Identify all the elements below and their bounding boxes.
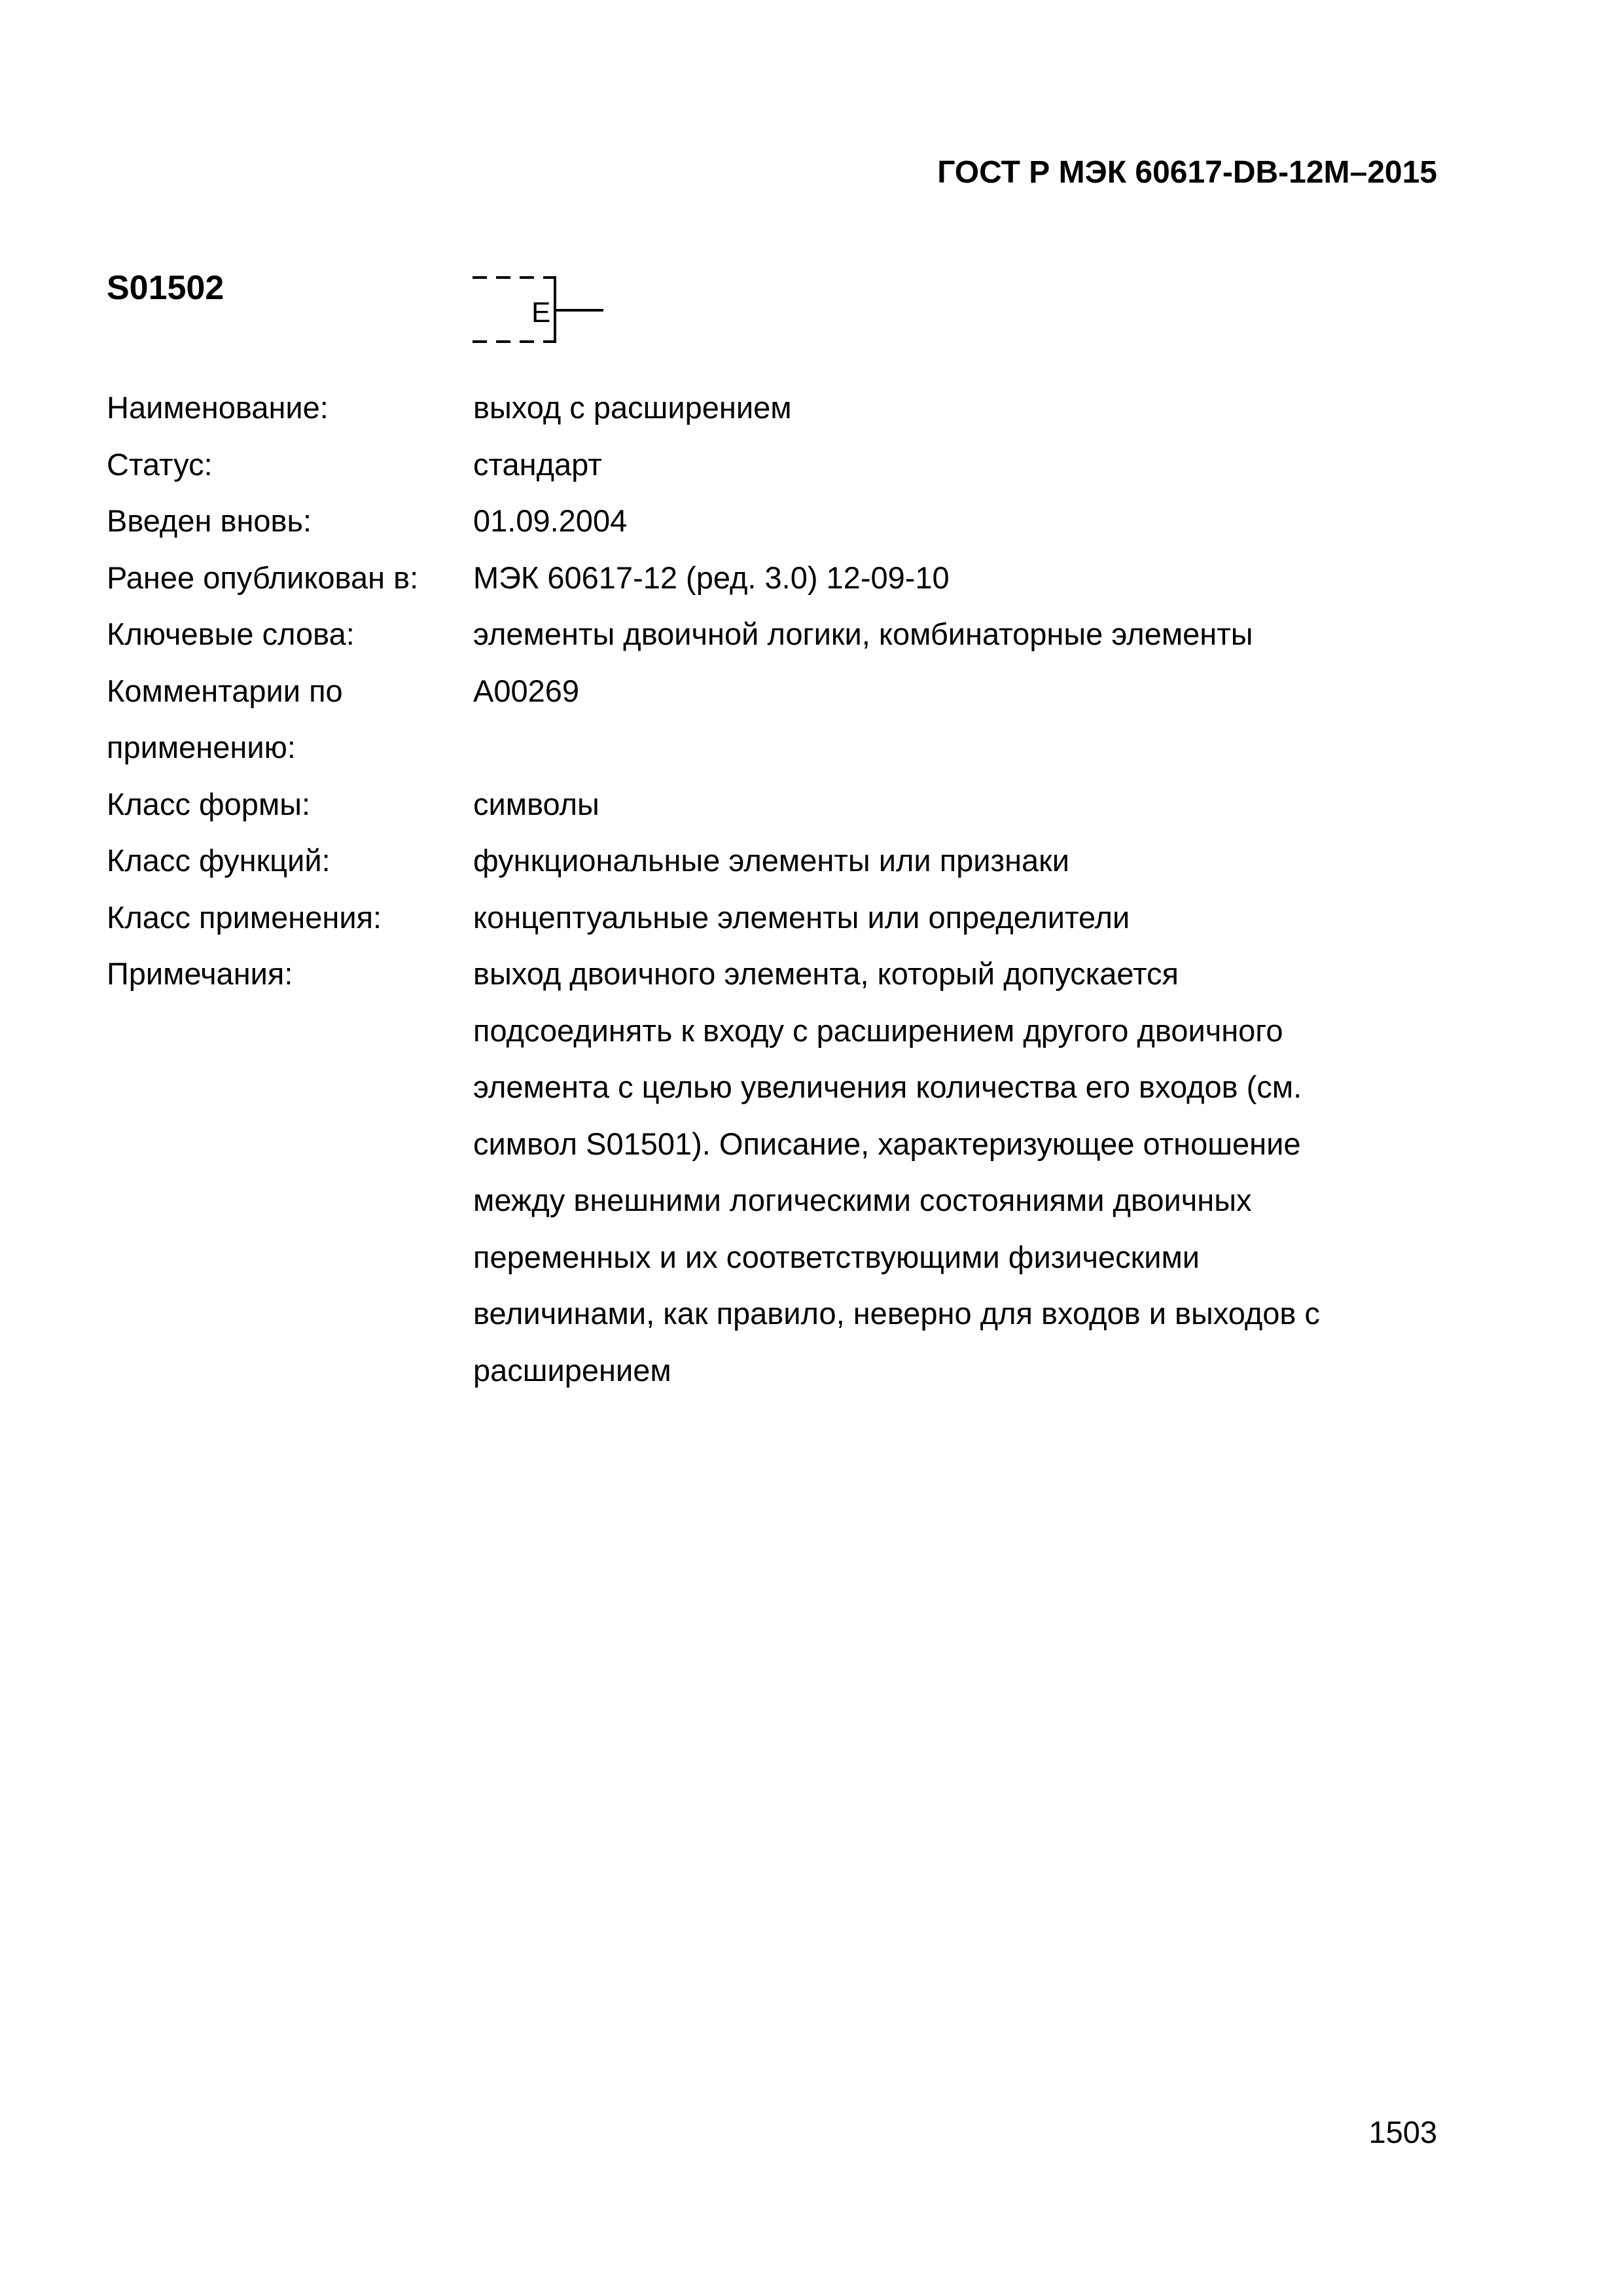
property-value: 01.09.2004 bbox=[473, 503, 628, 538]
property-value: A00269 bbox=[473, 673, 580, 708]
property-row-function-class bbox=[107, 833, 1416, 889]
property-row-keywords bbox=[107, 606, 1416, 663]
property-value: концептуальные элементы или определители bbox=[473, 899, 1130, 935]
properties-table bbox=[107, 380, 1416, 1399]
property-value: символы bbox=[473, 786, 599, 821]
property-value: МЭК 60617-12 (ред. 3.0) 12-09-10 bbox=[473, 560, 950, 595]
property-row-notes bbox=[107, 946, 1416, 1399]
property-value: выход с расширением bbox=[473, 390, 792, 425]
property-label: Наименование: bbox=[107, 390, 329, 425]
property-row-application-class bbox=[107, 889, 1416, 946]
property-row-status bbox=[107, 437, 1416, 493]
property-row-introduced bbox=[107, 493, 1416, 550]
symbol-letter: E bbox=[531, 296, 551, 329]
property-label: Введен вновь: bbox=[107, 503, 312, 538]
property-row-application-notes bbox=[107, 663, 1416, 776]
property-value: элементы двоичной логики, комбинаторные элементы bbox=[473, 617, 1253, 651]
symbol-code: S01502 bbox=[107, 269, 224, 307]
page-number: 1503 bbox=[1368, 2115, 1437, 2149]
property-label: Статус: bbox=[107, 446, 213, 482]
property-label: Класс формы: bbox=[107, 786, 311, 821]
property-row-published-in bbox=[107, 550, 1416, 607]
property-label: Примечания: bbox=[107, 956, 293, 991]
property-value: функциональные элементы или признаки bbox=[473, 843, 1069, 878]
property-label: Ключевые слова: bbox=[107, 617, 355, 651]
expander-output-symbol-icon bbox=[469, 270, 613, 356]
property-label: Комментарии по применению: bbox=[107, 673, 343, 764]
property-row-name bbox=[107, 380, 1416, 437]
property-label: Класс функций: bbox=[107, 843, 330, 878]
property-value: выход двоичного элемента, который допускается подсоединять к входу с расширением другого двоичного элемента с целью увеличения количества его входов (см. символ S01501). Описание, характеризующее отношение между внешними логическими состояниями двоичных переменных и их соответствующими физическими величинами, как правило, неверно для входов и выходов с расширением bbox=[473, 956, 1320, 1388]
property-label: Класс применения: bbox=[107, 899, 382, 935]
standard-code: ГОСТ Р МЭК 60617-DB-12М–2015 bbox=[937, 155, 1437, 190]
property-row-form-class bbox=[107, 776, 1416, 833]
property-label: Ранее опубликован в: bbox=[107, 560, 419, 595]
property-value: стандарт bbox=[473, 446, 602, 482]
